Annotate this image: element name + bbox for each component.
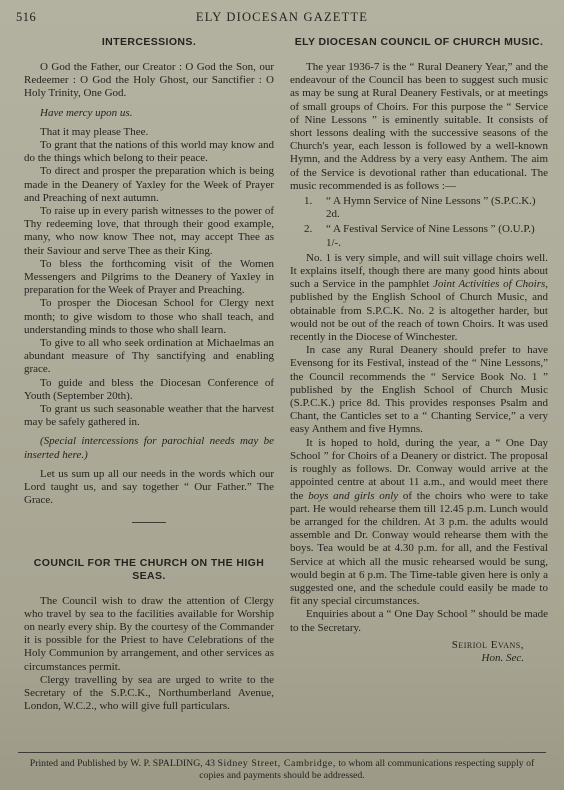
- signature-title: Hon. Sec.: [481, 651, 524, 664]
- prayer-opening: O God the Father, our Creator : O God the Son, our Redeemer : O God the Holy Ghost, our Sanctifier : O Holy Trinity, One God.: [24, 61, 274, 100]
- music-paragraph: Enquiries about a “ One Day School ” should be made to the Secretary.: [290, 608, 548, 634]
- intercessions-heading: INTERCESSIONS.: [101, 36, 197, 48]
- music-paragraph: In case any Rural Deanery should prefer to have Evensong for its Festival, instead of the “ Nine Lessons,” the Council recommends the “ Service Book No. 1 ” published by the English School of Church Music (S.P.C.K.) price 8d. This provides responses Psalm and Chant, the Canticles set to a “ Chanting Service,” a very easy Anthem and five Hymns.: [290, 344, 548, 436]
- have-mercy-response: Have mercy upon us.: [40, 106, 133, 119]
- high-seas-paragraph: The Council wish to draw the attention of Clergy who travel by sea to the facilities available for Worship on nearly every ship. By the courtesy of the Commander it is possible for the Priest to have Celebrations of the Holy Communion by arrangement, and other services as circumstances permit.: [24, 594, 274, 673]
- intercession-line: To raise up in every parish witnesses to the power of Thy redeeming love, that through their good example, many, who now know Thee not, may accept Thee as their Saviour and serve Thee as their King.: [24, 205, 274, 257]
- music-list-item: [304, 223, 548, 249]
- page-header: [16, 10, 548, 26]
- church-music-heading: ELY DIOCESAN COUNCIL OF CHURCH MUSIC.: [294, 36, 544, 48]
- left-column: [24, 36, 274, 713]
- intercession-line: To bless the forthcoming visit of the Women Messengers and Pilgrims to the Deanery of Yaxley in preparation for the Week of Prayer and Preaching.: [24, 257, 274, 297]
- intercession-line: To guide and bless the Diocesan Conference of Youth (September 20th).: [24, 376, 274, 402]
- intercession-line: To direct and prosper the preparation which is being made in the Deanery of Yaxley for the Week of Prayer and Preaching of next autumn.: [24, 165, 274, 204]
- list-text: “ A Festival Service of Nine Lessons ” (O.U.P.) 1/-.: [326, 223, 535, 249]
- high-seas-heading: COUNCIL FOR THE CHURCH ON THE HIGH SEAS.: [33, 556, 265, 582]
- printer-footer: Printed and Published by W. P. SPALDING, 43 Sidney Street, Cambridge, to whom all communications respecting supply of copies and payments should be addressed.: [18, 752, 546, 781]
- music-paragraph: No. 1 is very simple, and will suit village choirs well. It explains itself, though there are many good hints about such a Service in the pamphlet Joint Activities of Choirs, published by the English School of Church Music, and obtainable from S.P.C.K. No. 2 is altogether harder, but would not be out of the reach of town Choirs. It was used recently in the Diocese of Winchester.: [290, 251, 548, 344]
- high-seas-paragraph: Clergy travelling by sea are urged to write to the Secretary of the S.P.C.K., Northumberland Avenue, London, W.C.2., who will give full particulars.: [24, 673, 274, 713]
- list-text: “ A Hymn Service of Nine Lessons ” (S.P.C.K.) 2d.: [326, 195, 536, 221]
- intercession-line: To prosper the Diocesan School for Clergy next month; to give wisdom to those who shall teach, and understanding minds to those who shall learn.: [24, 297, 274, 336]
- list-number: 1.: [304, 195, 313, 208]
- intercession-line: To grant us such seasonable weather that the harvest may be safely gathered in.: [24, 403, 274, 429]
- intercession-line: That it may please Thee.: [40, 125, 149, 138]
- right-column: [290, 36, 548, 665]
- list-number: 2.: [304, 223, 313, 236]
- publication-title: ELY DIOCESAN GAZETTE: [195, 10, 369, 24]
- music-paragraph: The year 1936-7 is the “ Rural Deanery Year,” and the endeavour of the Council has been to suggest such music as may be sung at Rural Deanery Festivals, or at meetings of small groups of Choirs. For this purpose the “ Service of Nine Lessons ” is eminently suitable. It consists of short lessons dealing with the successive seasons of the Church's year, each lesson is followed by a well-known Hymn, and the Address by a very easy Anthem. The aim of the Service is devotional rather than educational. The music recommended is as follows :—: [290, 61, 548, 192]
- music-list-item: [304, 195, 548, 221]
- page-number: 516: [16, 10, 37, 24]
- intercession-line: To give to all who seek ordination at Michaelmas an abundant measure of Thy sanctifying and enabling grace.: [24, 337, 274, 376]
- intercession-line: To grant that the nations of this world may know and do the things which belong to their peace.: [24, 139, 274, 165]
- closing-prayer: Let us sum up all our needs in the words which our Lord taught us, and say together “ Our Father.” The Grace.: [24, 467, 274, 507]
- signature-name: Seiriol Evans,: [451, 638, 524, 651]
- special-intercessions-note: (Special intercessions for parochial needs may be inserted here.): [24, 435, 274, 461]
- music-paragraph: It is hoped to hold, during the year, a “ One Day School ” for Choirs of a Deanery or district. The proposal is roughly as follows. Dr. Conway would arrive at the appointed centre at about 11 a.m., and would meet there the boys and girls only of the choirs who were to take part. He would rehearse them till 12.45 p.m. Lunch would be arranged for the children. At 3 p.m. the adults would assemble and Dr. Conway would rehearse them with the boys. Tea would be at 4.30 p.m. for all, and the Festival Service at which all the music rehearsed would be sung, would begin at 6 p.m. The Time-table given here is only a suggested one, and the schedule could easily be made to fit any special circumstances.: [290, 436, 548, 608]
